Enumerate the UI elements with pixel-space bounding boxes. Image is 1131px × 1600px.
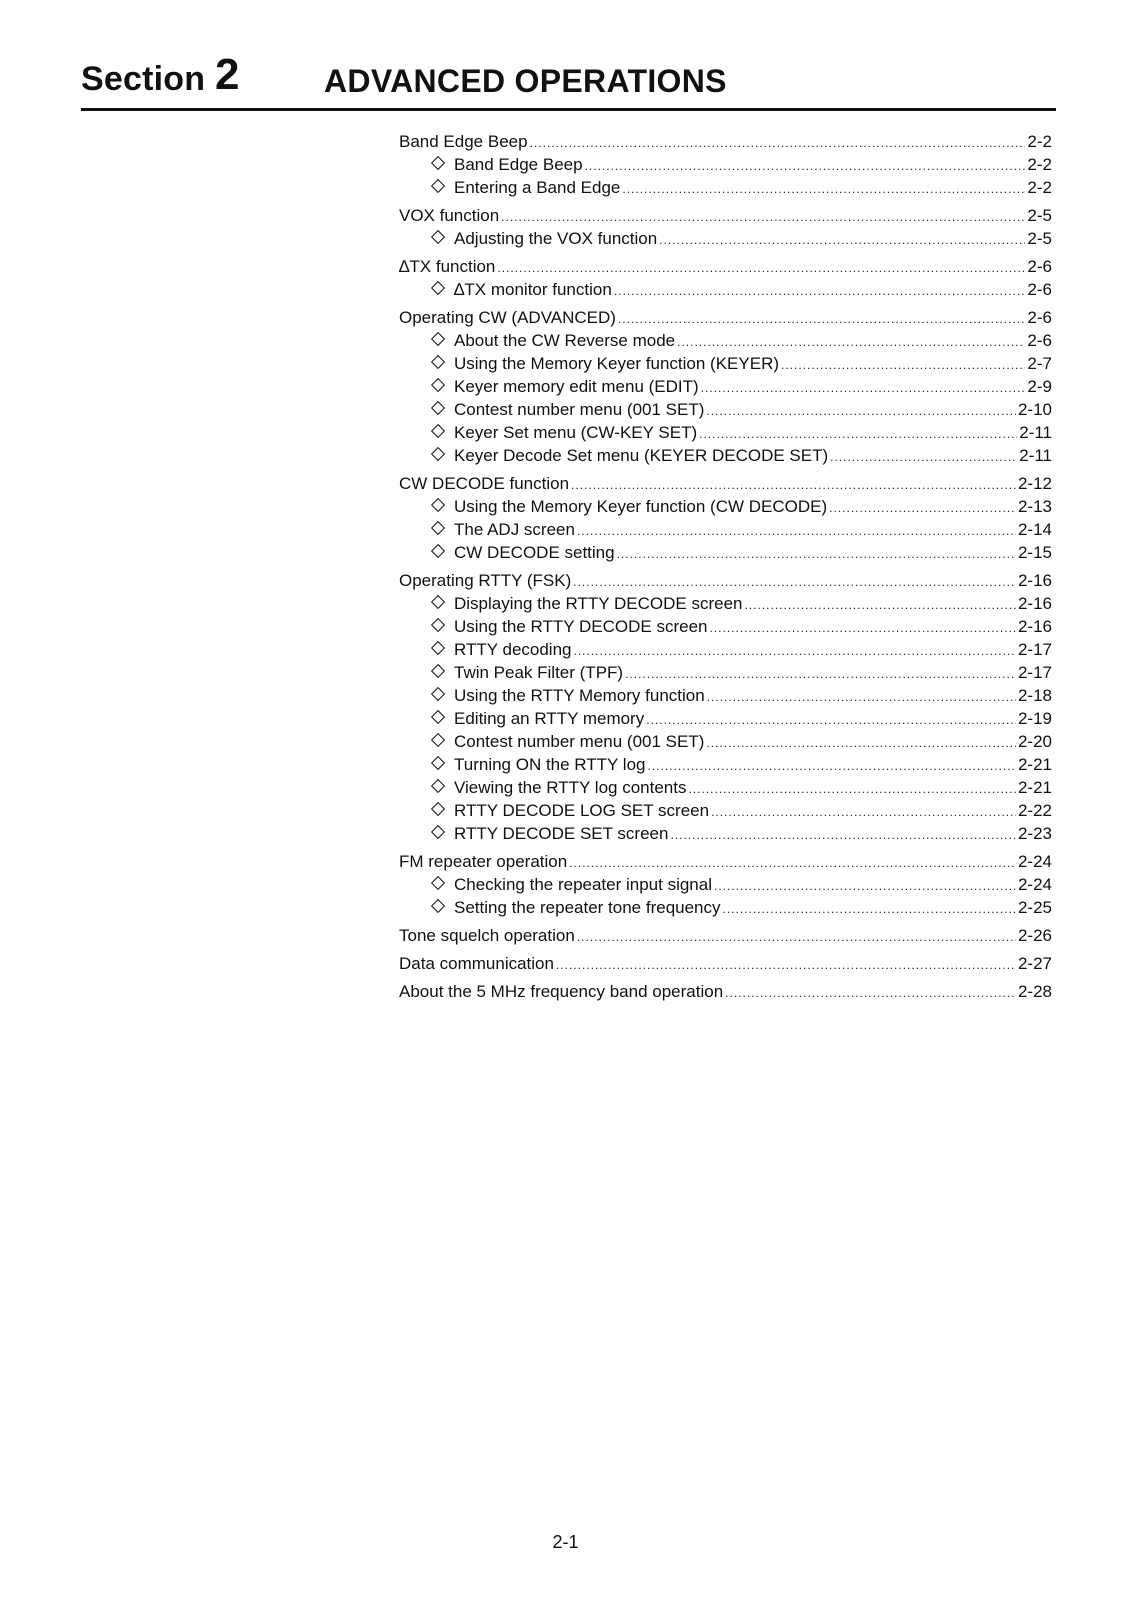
dot-leader (577, 520, 1016, 543)
dot-leader (617, 543, 1016, 566)
toc-subentry-title: Editing an RTTY memory (454, 709, 645, 728)
toc-subentry-title: The ADJ screen (454, 520, 575, 539)
diamond-bullet-icon (431, 332, 445, 346)
toc-entry-page: 2-16 (1017, 571, 1052, 590)
dot-leader (556, 954, 1016, 977)
diamond-bullet-icon (431, 641, 445, 655)
section-title: ADVANCED OPERATIONS (324, 63, 727, 99)
toc-subentry (399, 495, 1052, 518)
toc-entry-title: Operating RTTY (FSK) (399, 571, 572, 590)
toc-subentry-title: CW DECODE setting (454, 543, 615, 562)
dot-leader (618, 308, 1025, 331)
toc-entry (399, 924, 1052, 947)
diamond-bullet-icon (431, 899, 445, 913)
toc-subentry (399, 398, 1052, 421)
diamond-bullet-icon (431, 281, 445, 295)
page-header (81, 52, 1056, 111)
toc-entry-title: About the 5 MHz frequency band operation (399, 982, 724, 1001)
toc-subentry-page: 2-10 (1017, 400, 1052, 419)
dot-leader (706, 400, 1016, 423)
diamond-bullet-icon (431, 756, 445, 770)
diamond-bullet-icon (431, 355, 445, 369)
toc-group (399, 924, 1052, 947)
toc-subentry (399, 638, 1052, 661)
toc-subentry (399, 541, 1052, 564)
toc-subentry (399, 153, 1052, 176)
toc-entry-title: ∆TX function (399, 257, 496, 276)
diamond-bullet-icon (431, 618, 445, 632)
dot-leader (670, 824, 1016, 847)
dot-leader (614, 280, 1026, 303)
toc-subentry (399, 227, 1052, 250)
section-number: 2 (215, 50, 240, 99)
dot-leader (530, 132, 1026, 155)
toc-subentry-title: Using the RTTY Memory function (454, 686, 705, 705)
toc-group (399, 472, 1052, 564)
dot-leader (648, 755, 1016, 778)
toc-subentry-page: 2-17 (1017, 663, 1052, 682)
dot-leader (714, 875, 1016, 898)
toc-subentry-title: Entering a Band Edge (454, 178, 621, 197)
dot-leader (646, 709, 1016, 732)
toc-subentry (399, 352, 1052, 375)
toc-subentry (399, 518, 1052, 541)
toc-subentry-title: Contest number menu (001 SET) (454, 400, 705, 419)
dot-leader (577, 926, 1016, 949)
toc-subentry (399, 730, 1052, 753)
dot-leader (501, 206, 1025, 229)
toc-subentry-page: 2-21 (1017, 755, 1052, 774)
toc-entry-page: 2-24 (1017, 852, 1052, 871)
toc-group (399, 569, 1052, 845)
toc-subentry-page: 2-15 (1017, 543, 1052, 562)
toc-subentry-page: 2-16 (1017, 594, 1052, 613)
dot-leader (569, 852, 1016, 875)
toc-entry (399, 130, 1052, 153)
toc-subentry-title: Turning ON the RTTY log (454, 755, 646, 774)
toc-group (399, 850, 1052, 919)
toc-entry (399, 850, 1052, 873)
toc-entry-page: 2-26 (1017, 926, 1052, 945)
dot-leader (574, 640, 1016, 663)
toc-entry-page: 2-12 (1017, 474, 1052, 493)
toc-subentry (399, 684, 1052, 707)
toc-entry-title: FM repeater operation (399, 852, 568, 871)
toc-subentry (399, 375, 1052, 398)
toc-subentry-title: RTTY DECODE LOG SET screen (454, 801, 710, 820)
toc-subentry-title: Setting the repeater tone frequency (454, 898, 721, 917)
toc-subentry-title: Keyer Decode Set menu (KEYER DECODE SET) (454, 446, 829, 465)
dot-leader (622, 178, 1025, 201)
toc-subentry (399, 799, 1052, 822)
toc-subentry (399, 896, 1052, 919)
diamond-bullet-icon (431, 687, 445, 701)
toc-subentry-page: 2-6 (1027, 280, 1052, 299)
toc-subentry-page: 2-23 (1017, 824, 1052, 843)
diamond-bullet-icon (431, 733, 445, 747)
dot-leader (699, 423, 1017, 446)
dot-leader (711, 801, 1016, 824)
toc-subentry (399, 776, 1052, 799)
diamond-bullet-icon (431, 664, 445, 678)
diamond-bullet-icon (431, 401, 445, 415)
diamond-bullet-icon (431, 779, 445, 793)
toc-subentry-title: Band Edge Beep (454, 155, 583, 174)
toc-subentry (399, 615, 1052, 638)
dot-leader (659, 229, 1025, 252)
toc-subentry-title: Keyer Set menu (CW-KEY SET) (454, 423, 698, 442)
toc-subentry-page: 2-22 (1017, 801, 1052, 820)
toc-subentry-page: 2-17 (1017, 640, 1052, 659)
dot-leader (497, 257, 1025, 280)
toc-subentry-page: 2-9 (1027, 377, 1052, 396)
toc-subentry-page: 2-2 (1027, 155, 1052, 174)
dot-leader (701, 377, 1026, 400)
diamond-bullet-icon (431, 179, 445, 193)
dot-leader (688, 778, 1015, 801)
page-number: 2-1 (552, 1532, 579, 1552)
diamond-bullet-icon (431, 498, 445, 512)
toc-entry-page: 2-28 (1017, 982, 1052, 1001)
toc-subentry-title: Viewing the RTTY log contents (454, 778, 687, 797)
toc-entry-title: Tone squelch operation (399, 926, 575, 945)
toc-subentry (399, 329, 1052, 352)
toc-subentry (399, 822, 1052, 845)
toc-entry-title: Data communication (399, 954, 554, 973)
diamond-bullet-icon (431, 876, 445, 890)
toc-subentry-title: Checking the repeater input signal (454, 875, 712, 894)
diamond-bullet-icon (431, 230, 445, 244)
diamond-bullet-icon (431, 802, 445, 816)
dot-leader (573, 571, 1016, 594)
dot-leader (706, 732, 1016, 755)
toc-subentry-page: 2-24 (1017, 875, 1052, 894)
toc-subentry-title: Adjusting the VOX function (454, 229, 658, 248)
toc-subentry-page: 2-2 (1027, 178, 1052, 197)
toc-subentry-page: 2-11 (1019, 423, 1052, 442)
toc-subentry-page: 2-6 (1027, 331, 1052, 350)
toc-subentry-page: 2-19 (1017, 709, 1052, 728)
diamond-bullet-icon (431, 544, 445, 558)
toc-subentry-page: 2-25 (1017, 898, 1052, 917)
diamond-bullet-icon (431, 424, 445, 438)
toc-subentry (399, 278, 1052, 301)
toc-subentry-title: Twin Peak Filter (TPF) (454, 663, 624, 682)
table-of-contents (399, 130, 1052, 1008)
toc-subentry (399, 592, 1052, 615)
dot-leader (829, 497, 1016, 520)
toc-subentry-page: 2-21 (1017, 778, 1052, 797)
toc-entry-title: VOX function (399, 206, 500, 225)
toc-subentry-title: Contest number menu (001 SET) (454, 732, 705, 751)
toc-subentry (399, 753, 1052, 776)
toc-subentry (399, 421, 1052, 444)
toc-subentry-page: 2-5 (1027, 229, 1052, 248)
toc-entry-page: 2-6 (1027, 257, 1052, 276)
toc-entry-page: 2-27 (1017, 954, 1052, 973)
toc-subentry-page: 2-14 (1017, 520, 1052, 539)
toc-subentry-title: About the CW Reverse mode (454, 331, 676, 350)
toc-subentry-page: 2-20 (1017, 732, 1052, 751)
dot-leader (830, 446, 1017, 469)
toc-group (399, 204, 1052, 250)
toc-subentry (399, 661, 1052, 684)
dot-leader (781, 354, 1025, 377)
toc-entry-page: 2-6 (1027, 308, 1052, 327)
diamond-bullet-icon (431, 825, 445, 839)
toc-group (399, 130, 1052, 199)
toc-subentry-page: 2-13 (1017, 497, 1052, 516)
dot-leader (625, 663, 1016, 686)
toc-subentry (399, 444, 1052, 467)
diamond-bullet-icon (431, 595, 445, 609)
toc-entry (399, 472, 1052, 495)
toc-entry (399, 255, 1052, 278)
toc-entry (399, 952, 1052, 975)
toc-subentry-title: Displaying the RTTY DECODE screen (454, 594, 743, 613)
diamond-bullet-icon (431, 710, 445, 724)
dot-leader (677, 331, 1025, 354)
toc-subentry-title: Using the Memory Keyer function (CW DECODE) (454, 497, 828, 516)
dot-leader (725, 982, 1016, 1005)
toc-group (399, 952, 1052, 975)
toc-entry-title: Band Edge Beep (399, 132, 528, 151)
dot-leader (585, 155, 1026, 178)
toc-entry-page: 2-2 (1027, 132, 1052, 151)
toc-subentry-page: 2-16 (1017, 617, 1052, 636)
toc-subentry-page: 2-18 (1017, 686, 1052, 705)
toc-subentry-title: RTTY DECODE SET screen (454, 824, 669, 843)
diamond-bullet-icon (431, 378, 445, 392)
toc-entry-title: Operating CW (ADVANCED) (399, 308, 616, 327)
toc-subentry-title: Using the RTTY DECODE screen (454, 617, 708, 636)
toc-entry (399, 569, 1052, 592)
toc-group (399, 980, 1052, 1003)
dot-leader (744, 594, 1015, 617)
toc-subentry-title: Keyer memory edit menu (EDIT) (454, 377, 699, 396)
section-label: Section (81, 60, 206, 98)
toc-entry (399, 306, 1052, 329)
dot-leader (723, 898, 1016, 921)
toc-entry (399, 204, 1052, 227)
toc-subentry-page: 2-7 (1027, 354, 1052, 373)
toc-entry (399, 980, 1052, 1003)
dot-leader (571, 474, 1016, 497)
dot-leader (707, 686, 1016, 709)
toc-group (399, 306, 1052, 467)
diamond-bullet-icon (431, 447, 445, 461)
toc-subentry (399, 707, 1052, 730)
toc-subentry-title: RTTY decoding (454, 640, 572, 659)
dot-leader (710, 617, 1016, 640)
toc-subentry-title: ∆TX monitor function (454, 280, 612, 299)
toc-entry-page: 2-5 (1027, 206, 1052, 225)
toc-subentry (399, 873, 1052, 896)
diamond-bullet-icon (431, 156, 445, 170)
toc-group (399, 255, 1052, 301)
toc-subentry (399, 176, 1052, 199)
toc-entry-title: CW DECODE function (399, 474, 570, 493)
toc-subentry-page: 2-11 (1019, 446, 1052, 465)
diamond-bullet-icon (431, 521, 445, 535)
toc-subentry-title: Using the Memory Keyer function (KEYER) (454, 354, 780, 373)
